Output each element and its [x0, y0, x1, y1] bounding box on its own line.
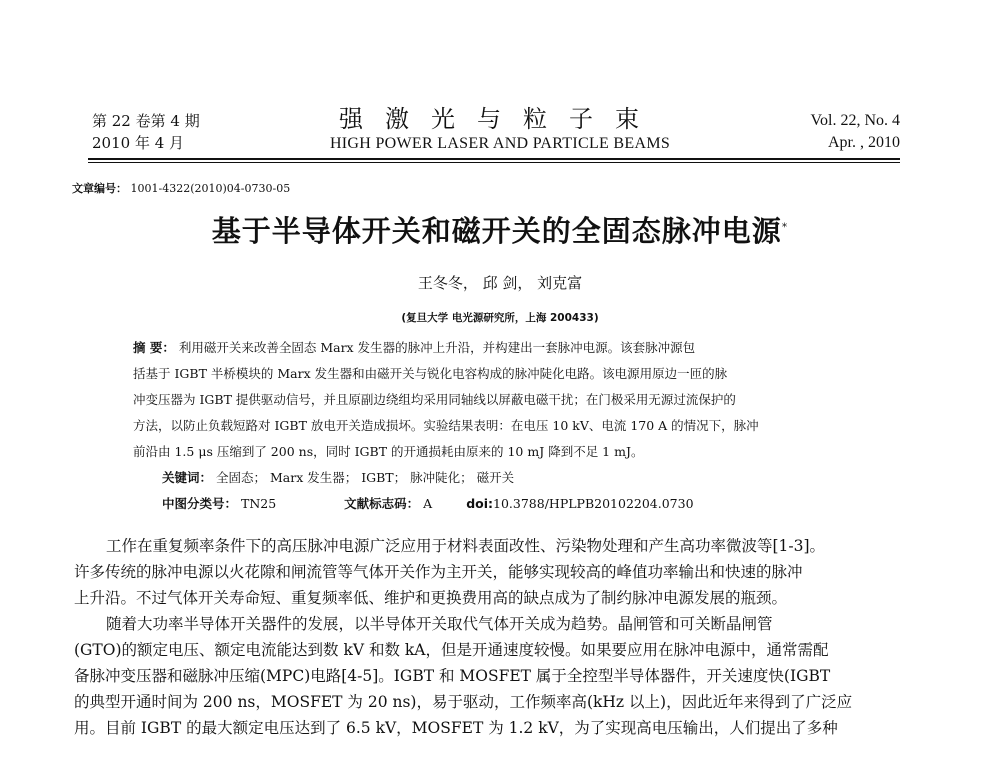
- clc-value: TN25: [241, 496, 277, 511]
- journal-name: [300, 104, 700, 154]
- abstract-line-1: [133, 335, 695, 361]
- keywords: [162, 465, 514, 491]
- body-line-5: (GTO)的额定电压、额定电流能达到数 kV 和数 kA，但是开通速度较慢。如果要应用在脉冲电源中，通常需配: [74, 641, 829, 659]
- classification-line: [162, 491, 694, 517]
- affiliation: (复旦大学 电光源研究所，上海 200433): [401, 312, 599, 324]
- header-rule-thin: [88, 162, 900, 163]
- body-line-3: 上升沿。不过气体开关寿命短、重复频率低、维护和更换费用高的缺点成为了制约脉冲电源发展的瓶颈。: [74, 589, 788, 607]
- doc-code-value: A: [423, 496, 433, 511]
- doi-value: 10.3788/HPLPB20102204.0730: [493, 496, 694, 511]
- abstract-label: 摘 要：: [133, 340, 175, 355]
- keywords-value: 全固态； Marx 发生器； IGBT； 脉冲陡化； 磁开关: [216, 470, 515, 485]
- header-volume-en: [811, 110, 901, 154]
- doc-code-label: 文献标志码：: [344, 496, 420, 511]
- article-number-value: 1001-4322(2010)04-0730-05: [130, 182, 291, 195]
- abstract-line-5: 前沿由 1.5 μs 压缩到了 200 ns，同时 IGBT 的开通损耗由原来的 10 mJ 降到不足 1 mJ。: [133, 444, 644, 459]
- date-cn: 2010 年 4 月: [92, 134, 185, 152]
- body-line-2: 许多传统的脉冲电源以火花隙和闸流管等气体开关作为主开关，能够实现较高的峰值功率输出和快速的脉冲: [74, 563, 803, 581]
- article-number: [72, 180, 290, 196]
- authors: 王冬冬， 邱 剑， 刘克富: [417, 274, 583, 292]
- date-en: Apr. , 2010: [828, 134, 900, 151]
- volume-en: Vol. 22, No. 4: [810, 112, 900, 129]
- paper-title-text: 基于半导体开关和磁开关的全固态脉冲电源: [211, 214, 782, 248]
- body-line-6: 备脉冲变压器和磁脉冲压缩(MPC)电路[4-5]。IGBT 和 MOSFET 属于全控型半导体器件，开关速度快(IGBT: [74, 667, 831, 685]
- body-line-1: 工作在重复频率条件下的高压脉冲电源广泛应用于材料表面改性、污染物处理和产生高功率微波等[1-3]。: [106, 537, 826, 555]
- doi-label: doi:: [466, 496, 494, 511]
- body-line-7: 的典型开通时间为 200 ns，MOSFET 为 20 ns)，易于驱动，工作频率高(kHz 以上)，因此近年来得到了广泛应: [74, 693, 853, 711]
- keywords-label: 关键词：: [162, 470, 213, 485]
- clc-label: 中图分类号：: [162, 496, 238, 511]
- header-rule-thick: [88, 158, 900, 160]
- journal-name-en: HIGH POWER LASER AND PARTICLE BEAMS: [329, 135, 671, 152]
- body-line-4: 随着大功率半导体开关器件的发展，以半导体开关取代气体开关成为趋势。晶闸管和可关断晶闸管: [106, 615, 773, 633]
- header-volume-cn: [92, 110, 200, 154]
- abstract-text-1: 利用磁开关来改善全固态 Marx 发生器的脉冲上升沿，并构建出一套脉冲电源。该套脉冲源包: [178, 340, 696, 355]
- abstract-line-4: 方法，以防止负载短路对 IGBT 放电开关造成损坏。实验结果表明：在电压 10 kV、电流 170 A 的情况下，脉冲: [133, 418, 759, 433]
- abstract-line-3: 冲变压器为 IGBT 提供驱动信号，并且原副边绕组均采用同轴线以屏蔽电磁干扰；在门极采用无源过流保护的: [133, 392, 736, 407]
- title-footnote-mark: *: [781, 220, 789, 234]
- article-number-label: 文章编号：: [72, 182, 127, 195]
- journal-name-cn: 强激光与粒子束: [339, 105, 661, 133]
- volume-cn: 第 22 卷第 4 期: [92, 112, 200, 130]
- paper-title: [0, 209, 1000, 250]
- body-line-8: 用。目前 IGBT 的最大额定电压达到了 6.5 kV，MOSFET 为 1.2 kV，为了实现高电压输出，人们提出了多种: [74, 719, 838, 737]
- abstract-line-2: 括基于 IGBT 半桥模块的 Marx 发生器和由磁开关与锐化电容构成的脉冲陡化电路。该电源用原边一匝的脉: [133, 366, 728, 381]
